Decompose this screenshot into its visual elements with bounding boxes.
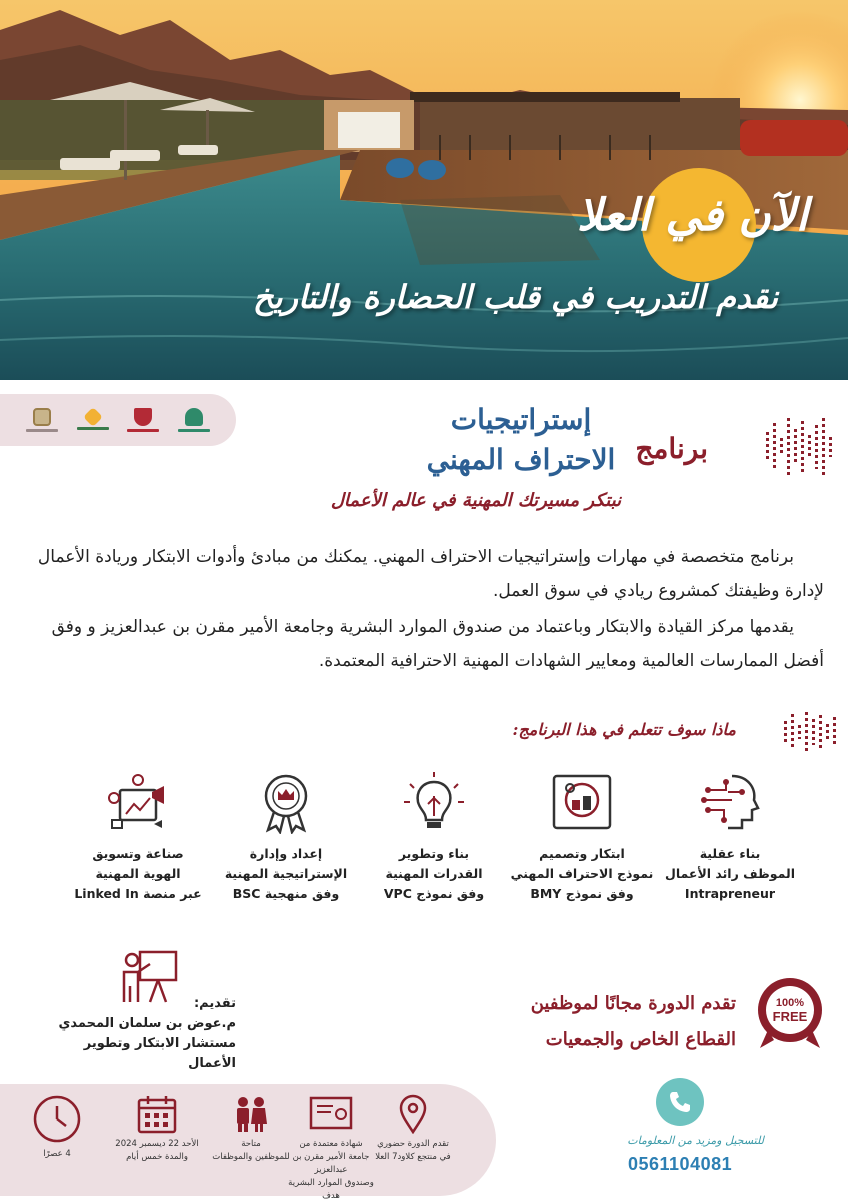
contact-phone-number[interactable]: 0561104081 — [628, 1154, 733, 1174]
clock-icon — [32, 1094, 82, 1144]
detail-time-text: 4 عصرًا — [43, 1149, 71, 1159]
location-pin-icon — [395, 1094, 431, 1134]
detail-audience-line1: متاحة — [241, 1139, 261, 1149]
presenter-label: تقديم: — [193, 996, 236, 1011]
feature-item-3 — [360, 770, 508, 904]
partner-logos — [0, 394, 236, 446]
partner-logo-4 — [175, 403, 213, 437]
detail-date-line1: الأحد 22 ديسمبر 2024 — [115, 1139, 199, 1149]
feature-3-line3: وفق نموذج VPC — [383, 886, 485, 901]
innovation-board-icon — [550, 770, 614, 834]
detail-location-line2: في منتجع كلاود7 العلا — [375, 1152, 451, 1162]
free-offer-line1: تقدم الدورة مجانًا لموظفين — [530, 993, 736, 1014]
free-badge-line1: 100% — [775, 997, 805, 1009]
detail-location — [368, 1094, 458, 1164]
free-badge-line2: FREE — [772, 1009, 808, 1024]
program-name-line2: الاحتراف المهني — [426, 443, 616, 476]
description-paragraph-2: يقدمها مركز القيادة والابتكار وباعتماد من صندوق الموارد البشرية وجامعة الأمير مقرن بن عبدالعزيز و وفق أفضل الممارسات العالمية ومعايير الشهادات المهنية الاحترافية المعتمدة. — [51, 617, 824, 671]
detail-certificate — [286, 1094, 376, 1200]
sound-wave-decoration — [766, 418, 832, 476]
learn-section-title: ماذا سوف تتعلم في هذا البرنامج: — [512, 720, 736, 739]
whatsapp-contact-button[interactable] — [656, 1078, 704, 1126]
hero-banner — [0, 0, 848, 380]
hero-title: الآن في العلا — [576, 190, 808, 241]
feature-3-line1: بناء وتطوير — [398, 846, 470, 861]
phone-icon — [667, 1089, 693, 1115]
detail-audience — [206, 1094, 296, 1164]
feature-item-4 — [212, 770, 360, 904]
free-badge — [752, 976, 828, 1052]
program-name — [406, 400, 636, 480]
program-tagline: نبتكر مسيرتك المهنية في عالم الأعمال — [330, 490, 622, 511]
brain-circuit-icon — [698, 770, 762, 834]
sound-wave-decoration-small — [784, 712, 836, 752]
feature-5-line3: عبر منصة Linked In — [74, 886, 202, 901]
feature-4-line1: إعداد وإدارة — [249, 846, 323, 861]
partner-logo-1 — [23, 403, 61, 437]
learning-outcomes — [64, 770, 804, 904]
detail-location-line1: تقدم الدورة حضوري — [377, 1139, 449, 1149]
partner-logo-3 — [124, 403, 162, 437]
description-paragraph-1: برنامج متخصصة في مهارات وإستراتيجيات الاحتراف المهني. يمكنك من مبادئ وأدوات الابتكار وريادة الأعمال لإدارة وظيفتك كمشروع ريادي في سوق العمل. — [37, 547, 824, 601]
feature-item-2 — [508, 770, 656, 904]
presenter-info — [40, 994, 236, 1074]
feature-5-line2: الهوية المهنية — [95, 866, 181, 881]
detail-certificate-line3: وصندوق الموارد البشرية هدف — [288, 1178, 374, 1200]
program-label: برنامج — [635, 432, 708, 465]
calendar-icon — [137, 1094, 177, 1134]
presenter-name: م.عوض بن سلمان المحمدي — [58, 1016, 236, 1031]
feature-4-line3: وفق منهجية BSC — [232, 886, 340, 901]
feature-1-line3: Intrapreneur — [684, 886, 776, 901]
detail-date — [112, 1094, 202, 1164]
feature-1-line1: بناء عقلية — [699, 846, 761, 861]
detail-certificate-line1: شهادة معتمدة من — [299, 1139, 363, 1149]
feature-4-line2: الإستراتيجية المهنية — [224, 866, 348, 881]
marketing-megaphone-icon — [106, 770, 170, 834]
contact-label: للتسجيل ومزيد من المعلومات — [627, 1134, 764, 1147]
staff-people-icon — [231, 1094, 271, 1134]
award-crown-icon — [254, 770, 318, 834]
program-name-line1: إستراتيجيات — [450, 403, 592, 436]
presenter-role: مستشار الابتكار وتطوير الأعمال — [83, 1036, 236, 1071]
certificate-icon — [309, 1094, 353, 1134]
free-offer-text — [531, 986, 736, 1058]
free-offer-line2: القطاع الخاص والجمعيات — [545, 1029, 736, 1050]
hero-subtitle: نقدم التدريب في قلب الحضارة والتاريخ — [252, 278, 778, 316]
detail-time — [12, 1094, 102, 1161]
detail-audience-line2: للموظفين والموظفات — [212, 1152, 290, 1162]
lightbulb-icon — [402, 770, 466, 834]
program-description — [24, 540, 824, 680]
feature-2-line3: وفق نموذج BMY — [530, 886, 634, 901]
partner-logo-2 — [74, 403, 112, 437]
feature-2-line2: نموذج الاحتراف المهني — [510, 866, 654, 881]
detail-certificate-line2: جامعة الأمير مقرن بن عبدالعزيز — [292, 1152, 370, 1175]
feature-2-line1: ابتكار وتصميم — [539, 846, 625, 861]
feature-1-line2: الموظف رائد الأعمال — [664, 866, 795, 881]
feature-item-5 — [64, 770, 212, 904]
feature-3-line2: القدرات المهنية — [385, 866, 483, 881]
feature-item-1 — [656, 770, 804, 904]
course-details-bar — [0, 1084, 496, 1200]
detail-date-line2: والمدة خمس أيام — [126, 1152, 188, 1162]
feature-5-line1: صناعة وتسويق — [92, 846, 184, 861]
